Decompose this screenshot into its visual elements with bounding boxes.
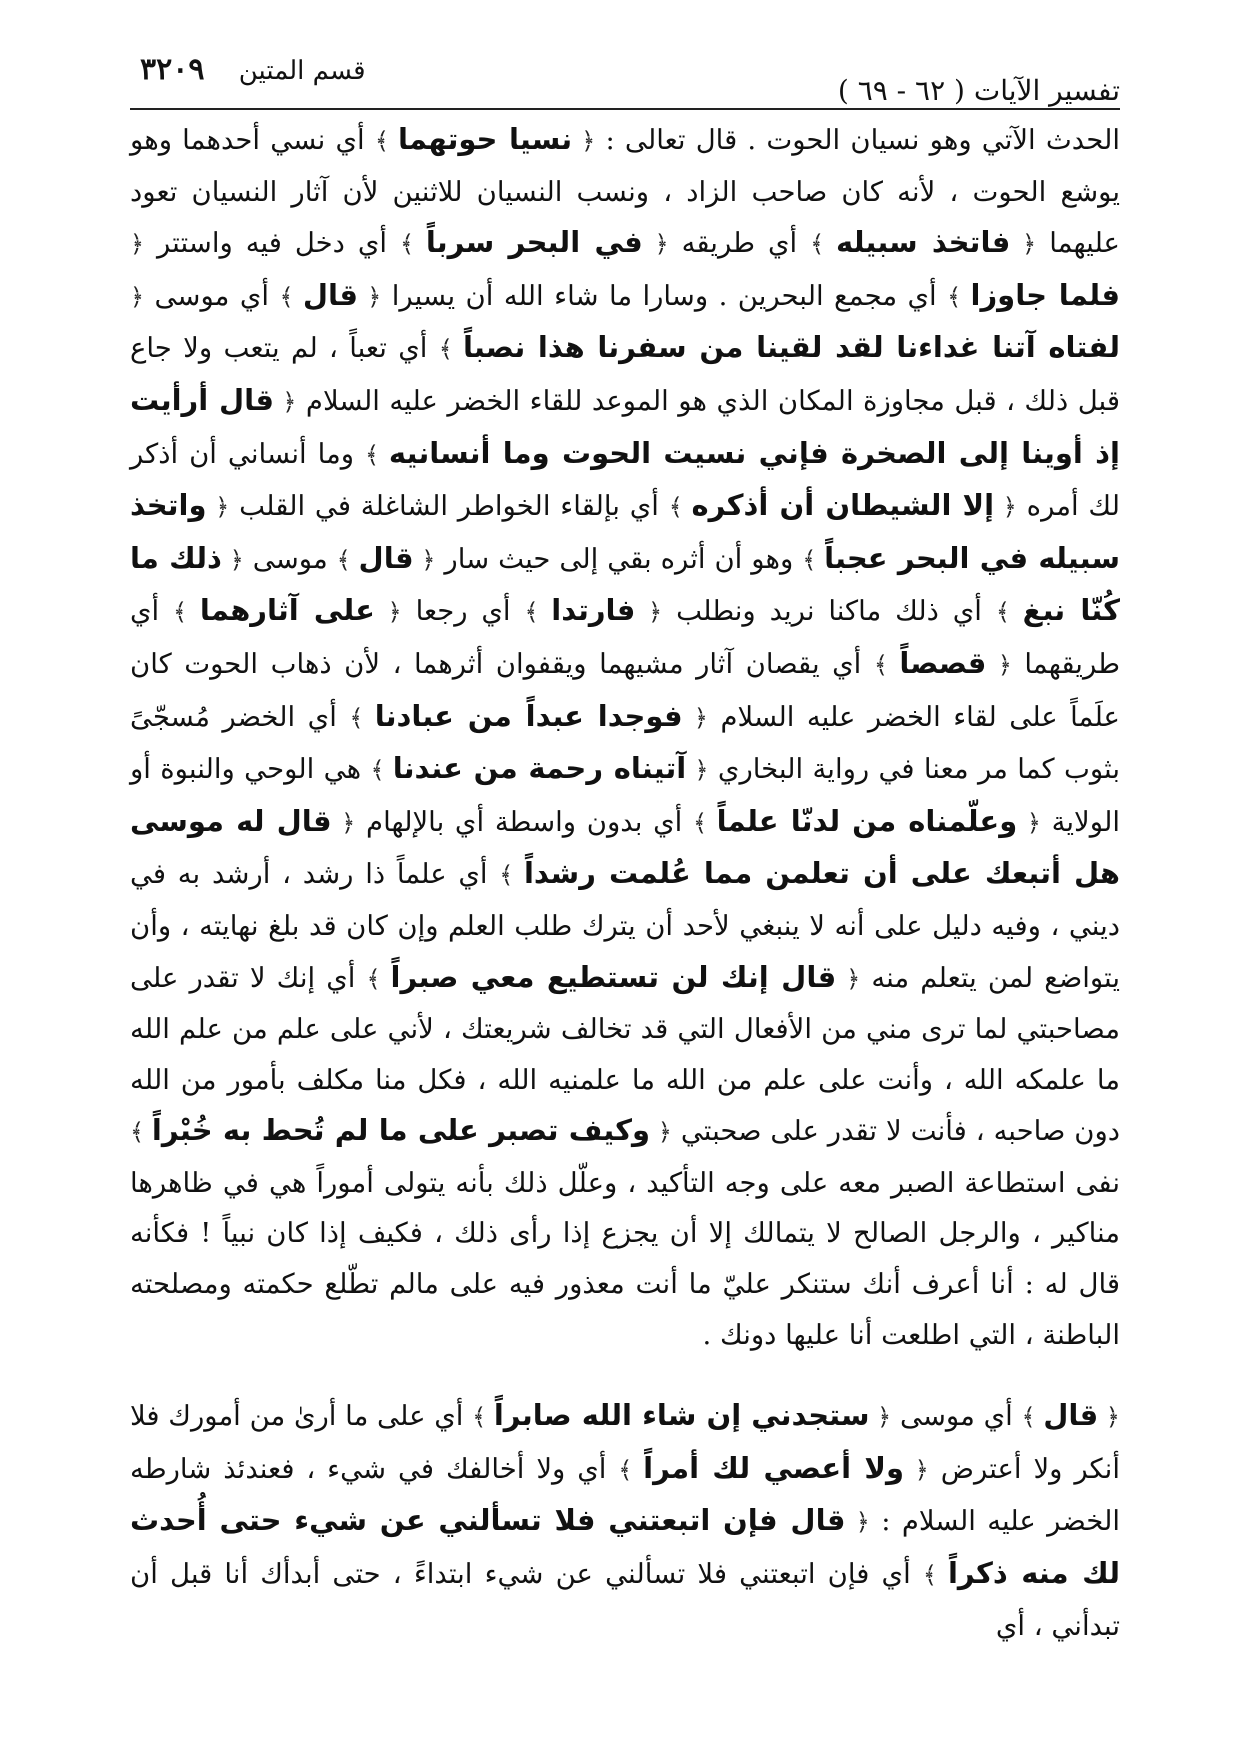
ornate-bracket-open: ﴿ (642, 230, 669, 259)
commentary-text: وهو أن أثره بقي إلى حيث سار (435, 542, 803, 575)
ornate-bracket-close: ﴾ (499, 861, 524, 890)
running-header (130, 52, 1120, 110)
quran-quote: ستجدني إن شاء الله صابراً (493, 1398, 870, 1433)
ornate-bracket-open: ﴿ (413, 545, 436, 574)
commentary-text: أي نسي أحدهما وهو يوشع الحوت ، لأنه كان صاحب الزاد ، ونسب النسيان للاثنين لأن آثار النسيان تعود عليهما (130, 124, 1120, 260)
quran-quote: نسيا حوتهما (398, 122, 573, 156)
commentary-text: هي الوحي والنبوة أو الولاية (130, 753, 1120, 838)
commentary-text: أي فإن اتبعتني فلا تسألني عن شيء ابتداءً ، حتى أبدأك أنا قبل أن تبدأني ، أي (130, 1558, 1120, 1642)
ornate-bracket-close: ﴾ (668, 493, 692, 522)
quran-quote: وكيف تصبر على ما لم تُحط به خُبْراً (151, 1113, 651, 1148)
ornate-bracket-open: ﴿ (357, 282, 382, 311)
ornate-bracket-close: ﴾ (279, 282, 303, 311)
quran-quote: فاتخذ سبيله (835, 225, 1011, 260)
quran-quote: قال أرأيت إذ أوينا إلى الصخرة فإني نسيت الحوت وما أنسانيه (130, 382, 1120, 470)
ornate-bracket-open: ﴿ (986, 650, 1012, 679)
ornate-bracket-close: ﴾ (336, 545, 359, 574)
ornate-bracket-open: ﴿ (130, 282, 145, 311)
quran-quote: فلما جاوزا (970, 277, 1120, 312)
quran-quote: ولا أعصي لك أمراً (643, 1450, 904, 1485)
ornate-bracket-open: ﴿ (1010, 230, 1037, 259)
ornate-bracket-open: ﴿ (572, 127, 596, 155)
ornate-bracket-open: ﴿ (221, 545, 244, 574)
ornate-bracket-open: ﴿ (686, 756, 709, 785)
quran-quote: لفتاه آتنا غداءنا لقد لقينا من سفرنا هذا نصباً (463, 330, 1120, 365)
commentary-text: أي يقصان آثار مشيهما ويقفوان أثرهما ، لأن ذهاب الحوت كان علَماً على لقاء الخضر عليه السلام (130, 647, 1120, 733)
commentary-text: أي موسى (144, 279, 280, 312)
ornate-bracket-close: ﴾ (173, 598, 200, 627)
quran-quote: قال له موسى هل أتبعك على أن تعلمن مما عُلمت رشداً (130, 803, 1120, 891)
ornate-bracket-close: ﴾ (810, 230, 836, 259)
commentary-text: أي بإلقاء الخواطر الشاغلة في القلب (229, 490, 669, 523)
quran-quote: في البحر سرباً (425, 225, 643, 260)
ornate-bracket-open: ﴿ (904, 1455, 929, 1484)
ornate-bracket-close: ﴾ (618, 1455, 644, 1484)
quran-quote: وعلّمناه من لدنّا علماً (716, 803, 1018, 838)
commentary-text: أي إنك لا تقدر على مصاحبتي لما ترى مني من الأفعال التي قد تخالف شريعتك ، لأني على علم من علم الله ما علمكه الله ، وأنت على علم من الله ما علمنيه الله ، فكل منا مكلف بأمور من الله دون صاحبه ، فأنت لا تقدر على صحبتي (130, 961, 1120, 1148)
commentary-text: الحدث الآتي وهو نسيان الحوت . قال تعالى : (595, 124, 1120, 156)
ornate-bracket-close: ﴾ (399, 230, 426, 259)
ornate-bracket-close: ﴾ (1021, 1403, 1044, 1432)
ornate-bracket-close: ﴾ (802, 545, 825, 574)
ornate-bracket-close: ﴾ (130, 1118, 152, 1147)
quran-quote: إلا الشيطان أن أذكره (691, 488, 995, 523)
quran-quote: قال (358, 540, 414, 575)
quran-quote: قال (302, 277, 358, 312)
ornate-bracket-open: ﴿ (869, 1403, 892, 1432)
ornate-bracket-open: ﴿ (331, 808, 356, 837)
ornate-bracket-open: ﴿ (836, 964, 861, 993)
page-number: ٣٢٠٩ (140, 52, 205, 87)
commentary-paragraph (130, 1390, 1120, 1651)
ornate-bracket-close: ﴾ (349, 703, 375, 732)
quran-quote: قال إنك لن تستطيع معي صبراً (390, 959, 837, 994)
quran-quote: فارتدا (551, 593, 636, 628)
commentary-text: أي على ما أرىٰ من أمورك فلا أنكر ولا أعترض (130, 1400, 1120, 1485)
ornate-bracket-close: ﴾ (995, 598, 1023, 627)
quran-quote: فوجدا عبداً من عبادنا (374, 698, 683, 733)
ornate-bracket-close: ﴾ (524, 598, 552, 627)
commentary-text: أي رجعا (401, 595, 525, 628)
ornate-bracket-open: ﴿ (650, 1118, 672, 1147)
quran-quote: قال (1043, 1398, 1099, 1433)
quran-quote: ذلك ما كُنّا نبغ (130, 540, 1120, 628)
quran-quote: آتيناه رحمة من عندنا (392, 751, 687, 786)
quran-quote: قصصاً (899, 645, 987, 680)
ornate-bracket-close: ﴾ (366, 964, 391, 993)
ornate-bracket-open: ﴿ (1017, 808, 1041, 837)
ornate-bracket-close: ﴾ (365, 440, 389, 469)
ornate-bracket-close: ﴾ (438, 335, 464, 364)
commentary-text: أي الخضر مُسجّىً بثوب كما مر معنا في رواية البخاري (130, 700, 1120, 786)
ornate-bracket-open: ﴿ (682, 703, 708, 732)
quran-quote: قال فإن اتبعتني فلا تسألني عن شيء حتى أُحدث لك منه ذكراً (130, 1503, 1120, 1591)
commentary-text: أي تعباً ، لم يتعب ولا جاع قبل ذلك ، قبل مجاوزة المكان الذي هو الموعد للقاء الخضر عليه السلام (130, 332, 1120, 417)
section-title: تفسير الآيات ( ٦٢ - ٦٩ ) (837, 74, 1120, 107)
ornate-bracket-open: ﴿ (206, 493, 230, 522)
commentary-text: وما أنساني أن أذكر لك أمره (130, 437, 1120, 523)
ornate-bracket-open: ﴿ (130, 230, 145, 259)
page-header-left (140, 52, 366, 87)
ornate-bracket-close: ﴾ (692, 808, 717, 837)
ornate-bracket-close: ﴾ (922, 1561, 948, 1590)
ornate-bracket-close: ﴾ (370, 756, 393, 785)
commentary-text: أي بدون واسطة أي بالإلهام (355, 805, 693, 838)
ornate-bracket-close: ﴾ (374, 127, 399, 155)
book-part-label: قسم المتين (238, 56, 366, 86)
commentary-text: نفى استطاعة الصبر معه على وجه التأكيد ، وعلّل ذلك بأنه يتولى أموراً هي في ظاهرها مناكير ، والرجل الصالح لا يتمالك إلا أن يجزع إذا رأى ذلك ، فكيف إذا كان نبياً ! فكأنه قال له : أنا أعرف أنك ستنكر عليّ ما أنت معذور فيه على مالم تطّلع حكمته ومصلحته الباطنة ، التي اطلعت أنا عليها دونك . (130, 1166, 1120, 1351)
commentary-paragraph (130, 114, 1120, 1360)
quran-quote: واتخذ سبيله في البحر عجباً (130, 488, 1120, 575)
ornate-bracket-open: ﴿ (1098, 1403, 1120, 1432)
quran-quote: على آثارهما (199, 593, 375, 628)
commentary-text: أي ولا أخالفك في شيء ، فعندئذ شارطه الخضر عليه السلام : (130, 1452, 1120, 1538)
ornate-bracket-open: ﴿ (274, 387, 297, 416)
ornate-bracket-open: ﴿ (845, 1508, 870, 1537)
commentary-text: أي طريقه (668, 227, 811, 260)
commentary-text: أي مجمع البحرين . وسارا ما شاء الله أن يسيرا (381, 279, 948, 312)
ornate-bracket-close: ﴾ (873, 650, 900, 679)
commentary-text: أي طريقهما (130, 595, 1121, 680)
ornate-bracket-open: ﴿ (635, 598, 663, 627)
commentary-text: أي ذلك ماكنا نريد ونطلب (662, 595, 996, 628)
commentary-text: أي موسى (891, 1400, 1022, 1433)
commentary-text: أي دخل فيه واستتر (144, 227, 400, 260)
ornate-bracket-open: ﴿ (374, 598, 402, 627)
ornate-bracket-open: ﴿ (994, 493, 1017, 522)
book-page (130, 52, 1120, 1712)
ornate-bracket-close: ﴾ (947, 282, 971, 311)
ornate-bracket-close: ﴾ (472, 1403, 494, 1432)
commentary-text: أي علماً ذا رشد ، أرشد به في ديني ، وفيه دليل على أنه لا ينبغي لأحد أن يترك طلب العلم وإن كان قد بلغ نهايته ، وأن يتواضع لمن يتعلم منه (130, 858, 1120, 994)
commentary-text: موسى (243, 542, 337, 575)
